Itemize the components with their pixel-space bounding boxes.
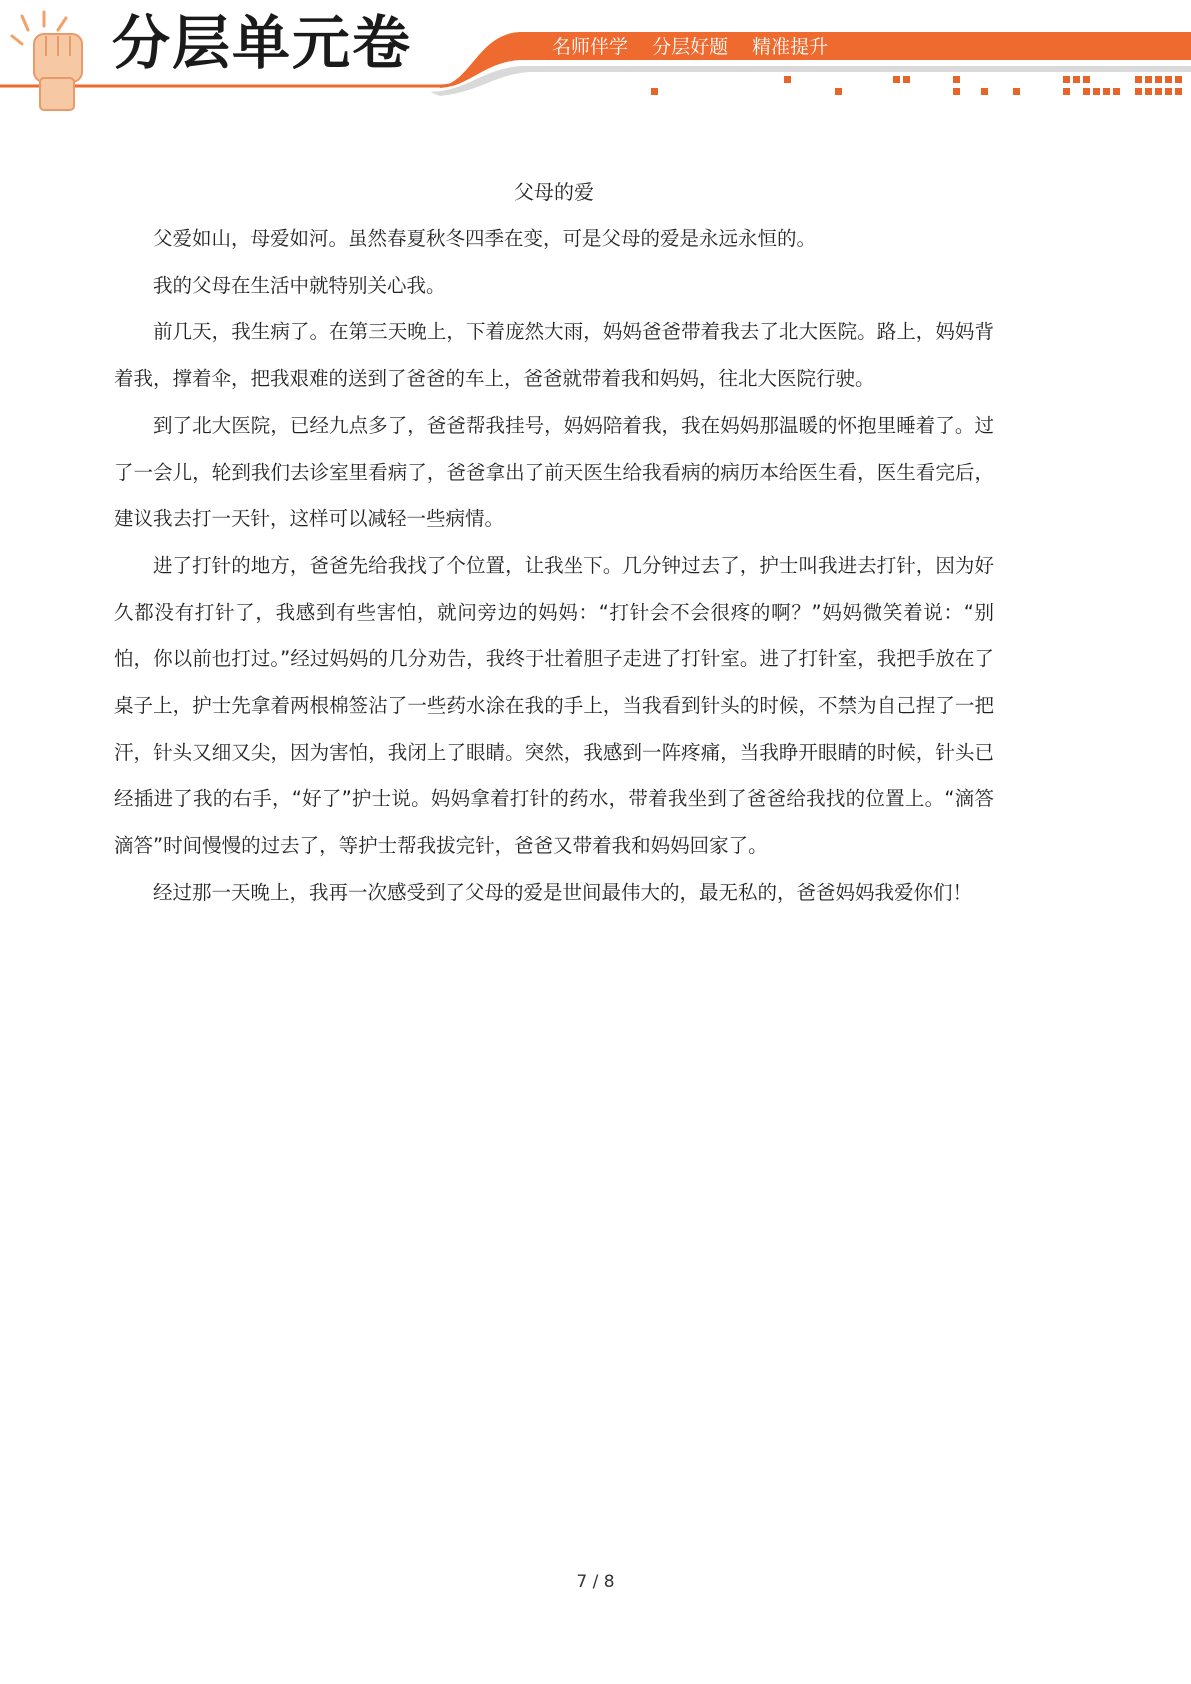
article-paragraph: 到了北大医院，已经九点多了，爸爸帮我挂号，妈妈陪着我，我在妈妈那温暖的怀抱里睡着了。过了一会儿，轮到我们去诊室里看病了，爸爸拿出了前天医生给我看病的病历本给医生看，医生看完后，建议我去打一天针，这样可以减轻一些病情。 [114,413,994,531]
article-title: 父母的爱 [514,180,594,204]
brand-title: 分层单元卷 [112,9,413,77]
article-paragraph: 经过那一天晚上，我再一次感受到了父母的爱是世间最伟大的，最无私的，爸爸妈妈我爱你们！ [153,880,973,904]
article [114,172,994,917]
article-paragraph: 前几天，我生病了。在第三天晚上，下着庞然大雨，妈妈爸爸带着我去了北大医院。路上，妈妈背着我，撑着伞，把我艰难的送到了爸爸的车上，爸爸就带着我和妈妈，往北大医院行驶。 [114,320,994,391]
fist-icon [12,12,82,110]
article-paragraph: 我的父母在生活中就特别关心我。 [153,273,446,297]
article-paragraph: 进了打针的地方，爸爸先给我找了个位置，让我坐下。几分钟过去了，护士叫我进去打针，因为好久都没有打针了，我感到有些害怕，就问旁边的妈妈：“打针会不会很疼的啊？”妈妈微笑着说：“别怕，你以前也打过。”经过妈妈的几分劝告，我终于壮着胆子走进了打针室。进了打针室，我把手放在了桌子上，护士先拿着两根棉签沾了一些药水涂在我的手上，当我看到针头的时候，不禁为自己捏了一把汗，针头又细又尖，因为害怕，我闭上了眼睛。突然，我感到一阵疼痛，当我睁开眼睛的时候，针头已经插进了我的右手，“好了”护士说。妈妈拿着打针的药水，带着我坐到了爸爸给我找的位置上。“滴答滴答”时间慢慢的过去了，等护士帮我拔完针，爸爸又带着我和妈妈回家了。 [114,553,994,858]
page-header [0,0,1191,120]
decorative-dots [651,76,1182,95]
slogan-item: 精准提升 [752,36,829,58]
slogan-item: 分层好题 [652,36,729,58]
slogan-item: 名师伴学 [552,36,629,58]
page-number: 7 / 8 [576,1572,615,1592]
article-paragraph: 父爱如山，母爱如河。虽然春夏秋冬四季在变，可是父母的爱是永远永恒的。 [153,227,817,250]
header-slogans [552,36,846,58]
